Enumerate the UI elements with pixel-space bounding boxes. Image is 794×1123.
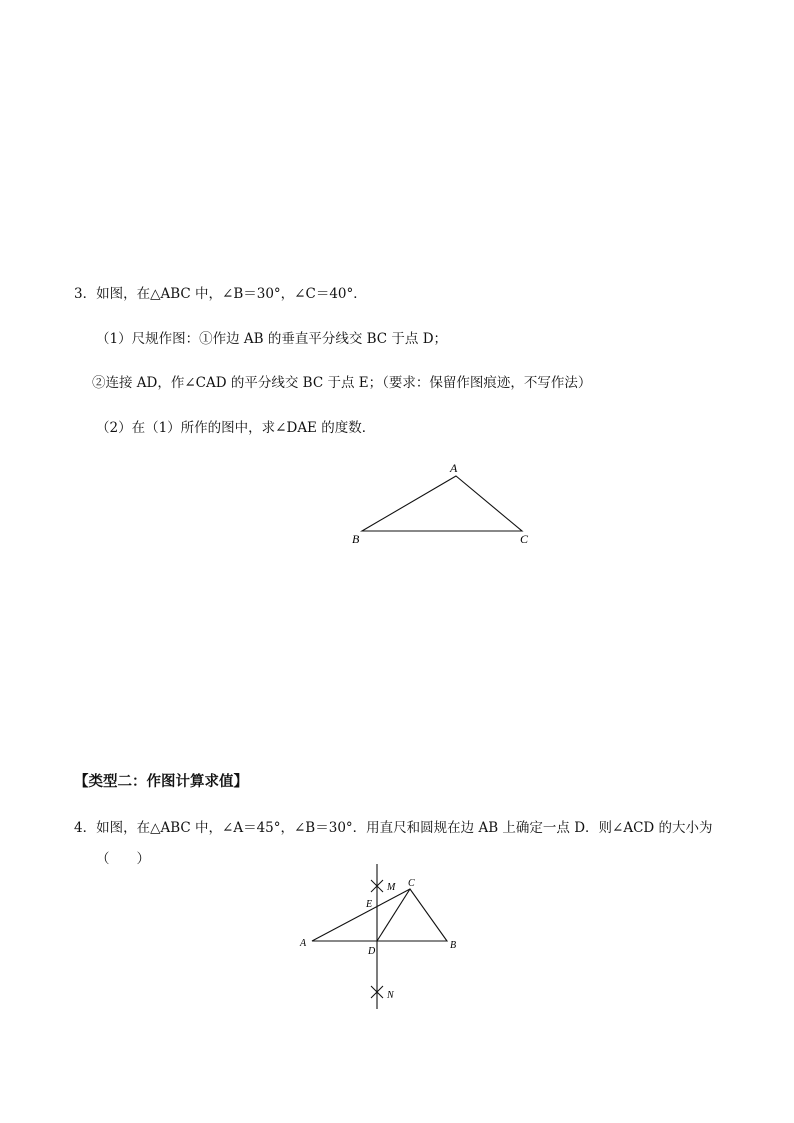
q3-part1a: （1）尺规作图：①作边 AB 的垂直平分线交 BC 于点 D； [96, 331, 448, 347]
q4-label-e: E [366, 899, 373, 910]
q3-triangle-abc [362, 476, 522, 531]
q3-part2: （2）在（1）所作的图中，求∠DAE 的度数． [96, 420, 376, 436]
q4-label-m: M [387, 882, 396, 893]
q3-label-c: C [520, 532, 529, 546]
q4-segment-cd [377, 889, 410, 941]
q4-construction-figure [290, 858, 480, 1013]
q3-label-b: B [352, 532, 360, 546]
q4-label-b: B [450, 940, 457, 951]
q3-part1b: ②连接 AD，作∠CAD 的平分线交 BC 于点 E；（要求：保留作图痕迹，不写作法） [92, 375, 592, 391]
q4-label-c: C [408, 878, 415, 889]
q4-triangle-abc [312, 889, 447, 941]
section-heading: 【类型二：作图计算求值】 [74, 773, 248, 790]
q3-triangle-figure [340, 455, 550, 550]
q3-label-a: A [450, 461, 458, 475]
q4-stem: 4．如图，在△ABC 中，∠A＝45°，∠B＝30°．用直尺和圆规在边 AB 上确定一点 D．则∠ACD 的大小为 [74, 820, 713, 836]
q4-label-a: A [300, 938, 307, 949]
q3-stem: 3．如图，在△ABC 中，∠B＝30°，∠C＝40°． [74, 286, 367, 302]
q4-label-d: D [368, 946, 376, 957]
q4-answer-blank: （ ） [96, 851, 150, 867]
q4-label-n: N [387, 990, 394, 1001]
